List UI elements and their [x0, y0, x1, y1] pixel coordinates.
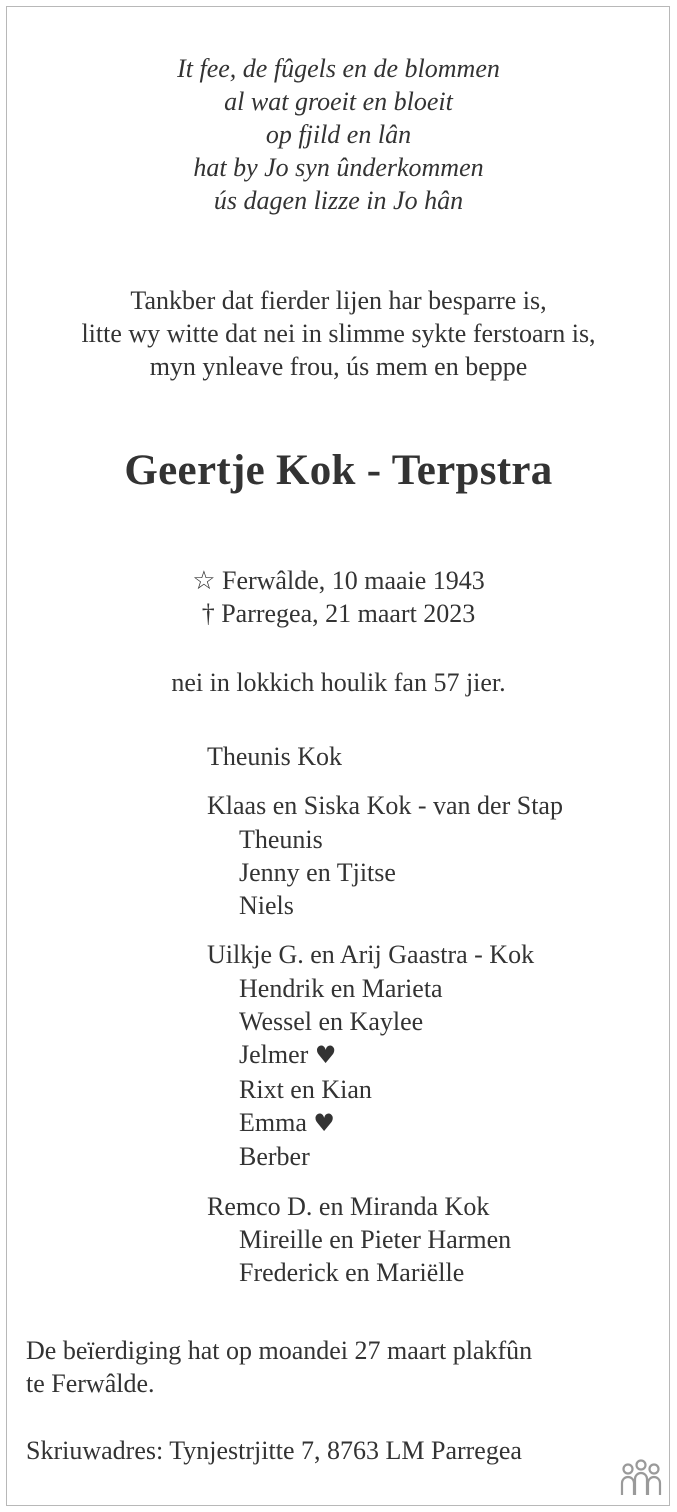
family-group [207, 938, 563, 1173]
heart-icon: ♥ [313, 1108, 335, 1137]
funeral-notice [26, 1334, 532, 1400]
grandchild: Wessel en Kaylee [239, 1007, 424, 1037]
grandchild: Rixt en Kian [239, 1074, 372, 1104]
grandchild: Theunis [239, 824, 323, 854]
grandchild: Jenny en Tjitse [239, 857, 396, 887]
poem [0, 52, 677, 217]
family-list [207, 740, 563, 1305]
deceased-name: Geertje Kok - Terpstra [124, 447, 553, 494]
grandchild [207, 1106, 563, 1140]
poem-line: It fee, de fûgels en de blommen [177, 54, 500, 83]
death-line: † Parregea, 21 maart 2023 [201, 599, 476, 628]
spouse-name: Theunis Kok [207, 742, 343, 771]
funeral-line: De beïerdiging hat op moandei 27 maart plakfûn [26, 1336, 533, 1365]
life-dates [0, 564, 677, 630]
poem-line: op fjild en lân [265, 120, 412, 149]
poem-line: ús dagen lizze in Jo hân [213, 186, 464, 215]
grandchild-name: Jelmer [239, 1040, 309, 1070]
poem-line: al wat groeit en bloeit [224, 87, 453, 116]
intro-line: myn ynleave frou, ús mem en beppe [149, 352, 528, 381]
family-group [207, 1190, 563, 1290]
birth-line: ☆ Ferwâlde, 10 maaie 1943 [192, 566, 485, 595]
family-group-head: Klaas en Siska Kok - van der Stap [207, 791, 563, 821]
grandchild [207, 1038, 563, 1072]
marriage-line: nei in lokkich houlik fan 57 jier. [171, 668, 506, 697]
grandchild: Frederick en Mariëlle [239, 1258, 465, 1288]
correspondence-address: Skriuwadres: Tynjestrjitte 7, 8763 LM Parregea [26, 1436, 522, 1465]
family-group-head: Remco D. en Miranda Kok [207, 1191, 490, 1221]
funeral-line: te Ferwâlde. [26, 1369, 155, 1398]
intro-text [0, 284, 677, 383]
intro-line: litte wy witte dat nei in slimme sykte ferstoarn is, [81, 319, 596, 348]
heart-icon: ♥ [314, 1041, 337, 1070]
family-group [207, 789, 563, 922]
people-logo-icon [619, 1459, 663, 1499]
grandchild: Berber [239, 1142, 310, 1172]
grandchild: Niels [239, 891, 294, 921]
grandchild: Hendrik en Marieta [239, 973, 443, 1003]
grandchild: Mireille en Pieter Harmen [239, 1224, 512, 1254]
family-group-head: Uilkje G. en Arij Gaastra - Kok [207, 940, 535, 970]
spouse-group [207, 740, 563, 773]
poem-line: hat by Jo syn ûnderkommen [193, 153, 484, 182]
intro-line: Tankber dat fierder lijen har besparre is, [130, 286, 547, 315]
grandchild-name: Emma [239, 1107, 307, 1137]
